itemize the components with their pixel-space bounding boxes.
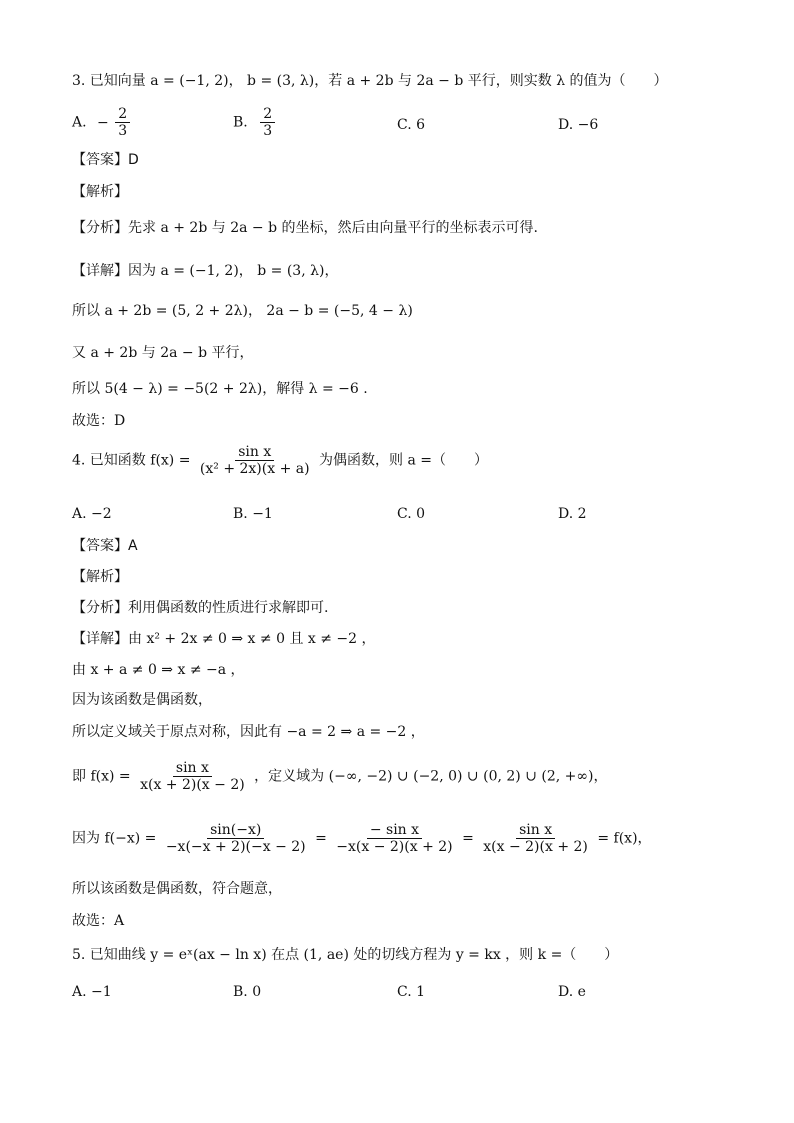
q4-step-4-suffix: ，定义域为 (−∞, −2) ∪ (−2, 0) ∪ (0, 2) ∪ (2, +∞)， xyxy=(254,768,608,785)
q4-step-6: 所以该函数是偶函数，符合题意， xyxy=(72,881,282,897)
q3-option-a-label: A. xyxy=(72,114,87,131)
q4-option-a: A. −2 xyxy=(72,506,112,522)
q4-step-1: 由 x + a ≠ 0 ⇒ x ≠ −a ， xyxy=(72,662,245,678)
q4-answer: 【答案】A xyxy=(72,538,138,554)
q4-step-4-fraction xyxy=(137,760,248,793)
q3-option-a xyxy=(72,106,132,139)
q3-choose: 故选：D xyxy=(72,413,126,429)
q5-stem: 5. 已知曲线 y = eˣ(ax − ln x) 在点 (1, ae) 处的切线方程为 y = kx ，则 k =（ ） xyxy=(72,947,619,963)
q4-option-d: D. 2 xyxy=(558,506,587,522)
q4-step-5 xyxy=(72,822,652,855)
q4-step-5-denominator-3: x(x − 2)(x + 2) xyxy=(483,839,588,855)
q5-option-a: A. −1 xyxy=(72,984,112,1000)
q5-option-d: D. e xyxy=(558,984,586,1000)
q3-fenxi: 【分析】先求 a + 2b 与 2a − b 的坐标，然后由向量平行的坐标表示可得. xyxy=(72,220,538,236)
q4-step-3: 所以定义域关于原点对称，因此有 −a = 2 ⇒ a = −2 ， xyxy=(72,724,425,740)
q4-step-5-suffix: = f(x)， xyxy=(597,830,652,847)
q3-answer: 【答案】D xyxy=(72,152,139,168)
q4-xiangjie: 【详解】由 x² + 2x ≠ 0 ⇒ x ≠ 0 且 x ≠ −2 ， xyxy=(72,631,376,647)
q4-step-4-prefix: 即 f(x) = xyxy=(72,768,131,785)
q4-stem-numerator: sin x xyxy=(235,444,274,461)
q4-stem xyxy=(72,444,488,477)
q5-option-c: C. 1 xyxy=(397,984,426,1000)
q4-stem-fraction xyxy=(197,444,313,477)
q3-xiangjie: 【详解】因为 a = (−1, 2)， b = (3, λ)， xyxy=(72,263,339,279)
q3-option-a-fraction xyxy=(115,106,130,139)
q3-option-b xyxy=(233,106,277,139)
q4-step-5-prefix: 因为 f(−x) = xyxy=(72,830,157,847)
q3-step-3: 所以 5(4 − λ) = −5(2 + 2λ)，解得 λ = −6 . xyxy=(72,381,368,397)
q4-option-c: C. 0 xyxy=(397,506,426,522)
q3-option-b-denominator: 3 xyxy=(263,123,273,139)
q4-option-b: B. −1 xyxy=(233,506,273,522)
q3-analysis-heading: 【解析】 xyxy=(72,184,128,200)
q4-step-5-numerator-2: − sin x xyxy=(367,822,422,839)
q3-option-b-fraction xyxy=(260,106,275,139)
q4-step-5-equals-2: = xyxy=(462,830,474,847)
q4-step-5-numerator-1: sin(−x) xyxy=(207,822,264,839)
q4-stem-prefix: 4. 已知函数 f(x) = xyxy=(72,452,191,469)
q3-step-1: 所以 a + 2b = (5, 2 + 2λ)， 2a − b = (−5, 4 − λ) xyxy=(72,303,413,319)
q4-step-5-fraction-3 xyxy=(480,822,591,855)
q4-step-4 xyxy=(72,760,608,793)
q4-stem-denominator: (x² + 2x)(x + a) xyxy=(199,461,310,477)
q4-step-5-equals-1: = xyxy=(315,830,327,847)
q3-option-b-numerator: 2 xyxy=(260,106,275,123)
q4-step-5-numerator-3: sin x xyxy=(516,822,555,839)
q4-stem-suffix: 为偶函数，则 a =（ ） xyxy=(319,452,489,469)
q3-option-a-sign: − xyxy=(97,114,109,131)
q3-option-d: D. −6 xyxy=(558,117,599,133)
q4-step-2: 因为该函数是偶函数， xyxy=(72,692,212,708)
q3-step-2: 又 a + 2b 与 2a − b 平行， xyxy=(72,345,254,361)
q4-fenxi: 【分析】利用偶函数的性质进行求解即可. xyxy=(72,600,329,616)
q3-option-a-numerator: 2 xyxy=(115,106,130,123)
q4-step-5-fraction-2 xyxy=(333,822,455,855)
q3-option-c: C. 6 xyxy=(397,117,426,133)
q3-option-b-label: B. xyxy=(233,114,248,131)
q4-step-4-numerator: sin x xyxy=(173,760,212,777)
q4-step-5-fraction-1 xyxy=(163,822,309,855)
q4-step-4-denominator: x(x + 2)(x − 2) xyxy=(140,777,245,793)
q3-option-a-denominator: 3 xyxy=(118,123,128,139)
q3-stem: 3. 已知向量 a = (−1, 2)， b = (3, λ)，若 a + 2b 与 2a − b 平行，则实数 λ 的值为（ ） xyxy=(72,73,668,89)
q4-choose: 故选：A xyxy=(72,913,125,929)
q4-step-5-denominator-2: −x(x − 2)(x + 2) xyxy=(336,839,453,855)
q4-analysis-heading: 【解析】 xyxy=(72,569,128,585)
q5-option-b: B. 0 xyxy=(233,984,262,1000)
q4-step-5-denominator-1: −x(−x + 2)(−x − 2) xyxy=(165,839,306,855)
